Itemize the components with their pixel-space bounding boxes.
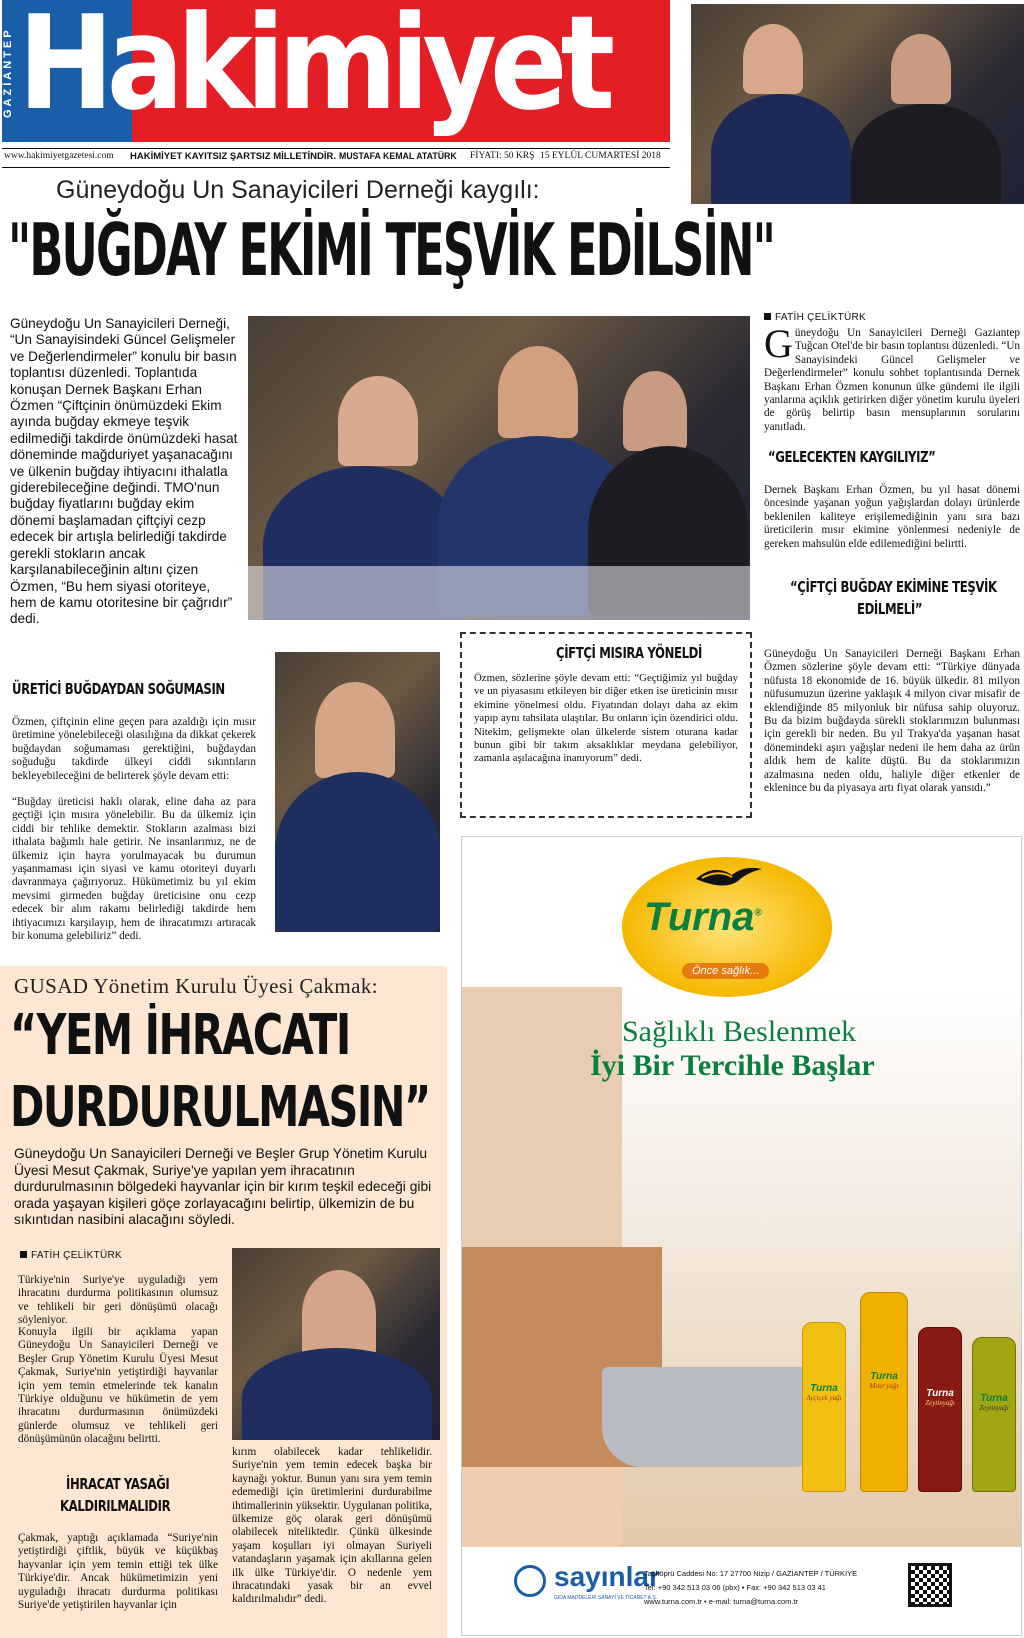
ad-tagline: Önce sağlık... [682, 963, 769, 979]
website[interactable]: www.hakimiyetgazetesi.com [4, 151, 114, 161]
crane-icon [694, 859, 764, 895]
second-sub-line2: KALDIRILMALIDIR [60, 1497, 171, 1515]
ad-company: sayınlar [554, 1561, 660, 1592]
second-sub-line1: İHRACAT YASAĞI [66, 1475, 170, 1493]
motto: HAKİMİYET KAYITSIZ ŞARTSIZ MİLLETİNDİR. [130, 151, 337, 162]
second-headline-line1: “YEM İHRACATI [10, 1003, 350, 1068]
top-photo [691, 4, 1024, 204]
lead-right-column [764, 312, 1020, 434]
box-title: ÇİFTÇİ MISIRA YÖNELDİ [556, 644, 702, 662]
ad-brand: Turna® [644, 895, 762, 939]
city-vertical: GAZİANTEP [2, 27, 14, 118]
second-photo [232, 1248, 440, 1440]
ad-slogan-1: Sağlıklı Beslenmek [622, 1015, 857, 1048]
masthead-rule [2, 148, 670, 149]
lead-sub1: “GELECEKTEN KAYGILIYIZ” [768, 448, 936, 466]
bottle-1: Turna Ayçiçek yağı [802, 1322, 846, 1492]
bottle-3: Turna Zeytinyağı [918, 1327, 962, 1492]
strip-rule [2, 167, 670, 168]
ad-slogan-2: İyi Bir Tercihle Başlar [590, 1049, 875, 1082]
lead-left-p2: Özmen, çiftçinin eline geçen para azaldığı için mısır üretimine yönelebileceği olasılığına da dikkat çekerek buğdaydan soğumaması gerektiğini, buğdaydan soğuduğu takdirde ülkeyi ciddi sıkıntıların bekleyebileceğini de belirterek şöyle devam etti: [12, 716, 256, 782]
turna-ad[interactable] [461, 836, 1022, 1636]
qr-code-icon[interactable] [908, 1563, 952, 1607]
lead-sub2-line2: EDİLMELİ” [857, 600, 923, 618]
main-photo [248, 316, 750, 620]
lead-intro: Güneydoğu Un Sanayicileri Derneği, “Un Sanayisindeki Güncel Gelişmeler ve Değerlendirmeler” konulu bir basın toplantısı düzenledi. Toplantıda konuşan Dernek Başkanı Erhan Özmen “Çiftçinin önümüzdeki Ekim ayında buğday ekmeye teşvik edilmediği takdirde önümüzdeki hasat döneminde mağduriyet yaşanacağını ve ülkenin buğday ihtiyacını ithalatla giderebileceğine değindi. TMO'nun buğday fiyatlarını buğday ekim dönemi başlamadan çiftçiyi cezp edecek bir artışla belirlediği takdirde gerekli stokların ancak karşılanabileceğinin altını çizen Özmen, “Bu hem siyasi otoriteye, hem de kamu otoritesine bir çağrıdır” dedi. [10, 316, 238, 627]
sayinlar-logo-icon [514, 1565, 546, 1597]
bottle-4: Turna Zeytinyağı [972, 1337, 1016, 1492]
ad-address: Taşköprü Caddesi No: 17 27700 Nizip / GAZİANTEP / TÜRKİYE [644, 1569, 858, 1578]
sidebar-box [460, 632, 752, 818]
issue-date: 15 EYLÜL CUMARTESİ 2018 [540, 151, 661, 161]
second-headline-line2: DURDURULMASIN” [10, 1075, 430, 1140]
masthead [0, 0, 672, 146]
lead-kicker: Güneydoğu Un Sanayicileri Derneği kaygılı: [56, 176, 540, 204]
ad-company-sub: GIDA MADDELERİ SANAYİ VE TİCARET A.Ş. [554, 1595, 658, 1601]
lead-left-p3: “Buğday üreticisi haklı olarak, eline daha az para geçtiği için mısıra yönelebilir. Bu da ülkemiz için ciddi bir tehlike demektir. Stokların azalması bizi ithalata bağımlı hale getirir. Ne insanlarımız, ne de ülkemiz için hayra yorulmayacak bu durumun yaşanmaması için siyasi ve kamu otoriteyi duyarlı davranmaya çağırıyoruz. Hükümetimiz bu yıl ekim mevsimi girmeden buğday üreticisine onu cezp edecek bir alım rakamı belirlediği takdirde hem ihtiyacımızı karşılayıp, hem de ihracatımızı artıracak bir konuma gelebiliriz” dedi. [12, 796, 256, 943]
bottle-2: Turna Mısır yağı [860, 1292, 908, 1492]
lead-sub2-line1: “ÇİFTÇİ BUĞDAY EKİMİNE TEŞVİK [790, 578, 997, 596]
ad-web[interactable]: www.turna.com.tr • e-mail: turna@turna.com.tr [644, 1597, 799, 1606]
logo-block [2, 0, 670, 142]
second-kicker: GUSAD Yönetim Kurulu Üyesi Çakmak: [14, 974, 378, 998]
lead-right-p1: üneydoğu Un Sanayicileri Derneği Gaziantep Tuğcan Otel'de bir basın toplantısı düzenledi. “Un Sanayisindeki Güncel Gelişmeler ve Değerlendirmeler” konulu sohbet toplantısında Dernek Başkanı Erhan Özmen konunun ülke gündemi ile ilgili yanlarına açıklık getirirken diğer yönetim kurulu üyeleri de görüş belirtip basın mensuplarının sorularını yanıtladı. [764, 327, 1020, 433]
lead-headline: "BUĞDAY EKİMİ TEŞVİK EDİLSİN" [8, 208, 775, 292]
second-byline: FATİH ÇELİKTÜRK [20, 1250, 122, 1261]
second-p4: kırım olabilecek kadar tehlikelidir. Suriye'nin yem temin edecek başka bir kaynağı yoktur. Bunun yanı sıra yem temin edemediği için üretimlerini durdurabilme ihtimallerinin yüksektir. Uygulanan politika, ülkemize göç olarak geri dönüşümü olabilecek niteliktedir. Çünkü ülkesinde yaşam koşulları iyi olmayan Suriyeli vatandaşların yaşamak için akıllarına gelen ilk ülke Türkiye'dir. O nedenle yem ihracatındaki yasak bir an evvel kaldırılmalıdır” dedi. [232, 1446, 432, 1606]
ad-phone: Tel: +90 342 513 03 06 (pbx) • Fax: +90 342 513 03 41 [644, 1583, 826, 1592]
logo-text: Hakimiyet [18, 0, 609, 139]
motto-author: MUSTAFA KEMAL ATATÜRK [339, 151, 457, 161]
second-p1: Türkiye'nin Suriye'ye uyguladığı yem ihracatını durdurma politikasının olumsuz ve tehlikeli bir geri dönüşümü olacağı söyleniyor. [18, 1274, 218, 1327]
drop-cap: G [764, 321, 793, 366]
second-p2: Konuyla ilgili bir açıklama yapan Güneydoğu Un Sanayicileri Derneği ve Beşler Grup Yönetim Kurulu Üyesi Mesut Çakmak, Suriye'nin yetiştirdiği hayvanlar için yem temin etmelerinde tek kanalın Türkiye olduğunu ve hükümetin de yem ihracatını durdurmasının önümüzdeki günlerde olumsuz ve tehlikeli geri dönüşümünün olacağını belirtti. [18, 1326, 218, 1446]
second-intro: Güneydoğu Un Sanayicileri Derneği ve Beşler Grup Yönetim Kurulu Üyesi Mesut Çakmak, Suriye'ye yapılan yem ihracatının durdurulmasının bölgedeki hayvanlar için bir kırım teşkil edeceği gibi orada yaşayan kişileri göçe zorlayacağını belirtip, ülkemizin de bu sıkıntıdan nasibini alacağını söyledi. [14, 1146, 432, 1228]
box-text: Özmen, sözlerine şöyle devam etti: “Geçtiğimiz yıl buğday ve un piyasasını etkileyen bir diğer etken ise üreticinin mısır ekimine yönelmesi oldu. Fiyatından dolayı daha az ekim yapıp aynı tahsilata ulaştılar. Bu onların için özendirici oldu. Nitekim, gelişmekte olan ülkelerde sistem oturana kadar bunun gibi bir takım aksaklıklar meydana gelebiliyor, zamanla aşılacağına inanıyorum” dedi. [474, 672, 738, 765]
lead-sub3: ÜRETİCİ BUĞDAYDAN SOĞUMASIN [12, 680, 225, 698]
lead-right-p3: Güneydoğu Un Sanayicileri Derneği Başkanı Erhan Özmen sözlerine şöyle devam etti: “Türkiye dünyada nüfusta 18 ekonomide de 16. büyük ülkedir. 81 milyon nüfusumuzun üzerine yaklaşık 4 milyon civar misafir de eklendiğinde 85 milyonluk bir nüfusa sahip oluyoruz. Bu da bizim buğdayda sürekli stoklarımızın bulunması için gerekli bir neden. Bu yıl Trakya'da yaşanan hasat dönemindeki aşırı yağışlar nedeni ile hem daha az ürün aldık hem de kalite düştü. Bu da stoklarımızın azalmasına neden oldu, haliyle diğer etkenler de eklenince bu da piyasaya artı fiyat olarak yansıdı.” [764, 648, 1020, 795]
masthead-strip [2, 151, 670, 165]
lead-right-p2: Dernek Başkanı Erhan Özmen, bu yıl hasat dönemi öncesinde yaşanan yoğun yağışlardan dolayı ürünlerde beklenilen kaliteye erişilemediğinin yanı sıra bazı üreticilerin mısır ekimine yönlenmesi nedeniyle de gereken mahsulün elde edilemediğini belirtti. [764, 484, 1020, 550]
second-p3: Çakmak, yaptığı açıklamada “Suriye'nin yetiştirdiği çiftlik, büyük ve küçükbaş hayvanlar için yem temin ettiği tek ülke Türkiye'dir. Ancak hükümetimizin yeni uyguladığı ihracatı durdurma politikası Suriye'de yetiştirilen hayvanlar için [18, 1532, 218, 1612]
lead-byline: FATİH ÇELİKTÜRK [764, 312, 1020, 323]
price: FİYATI: 50 KRŞ [470, 151, 535, 161]
portrait-photo [275, 652, 440, 932]
